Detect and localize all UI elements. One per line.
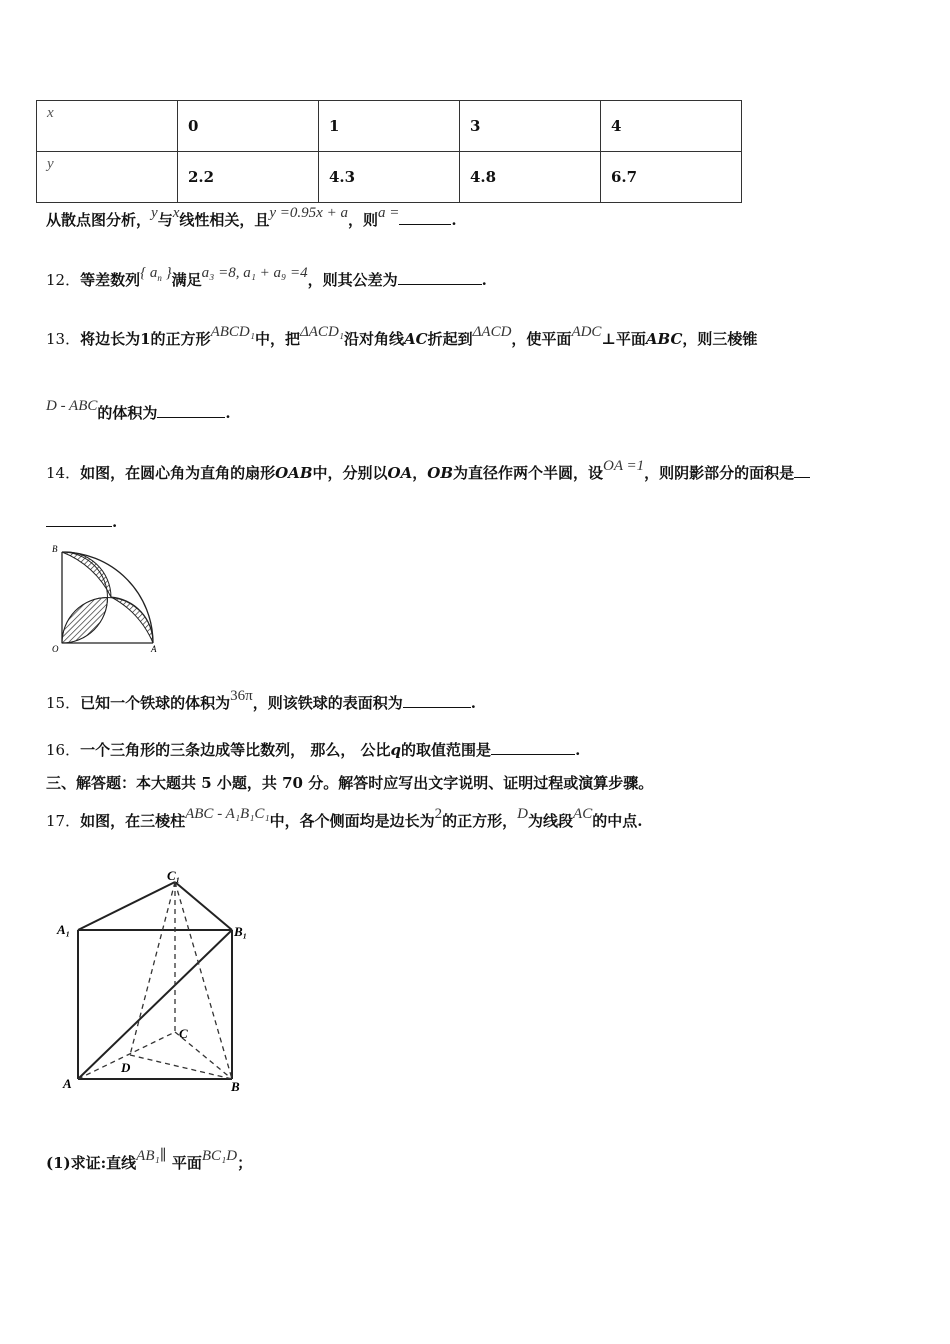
square-abcd1: ABCD₁ bbox=[210, 324, 255, 340]
var-x: x bbox=[172, 205, 180, 221]
q14-text-3: 为直径作两个半圆，设 bbox=[453, 464, 604, 482]
seq-open: { a bbox=[140, 265, 158, 281]
question-number: 14． bbox=[46, 464, 81, 482]
y-cell: 2.2 bbox=[178, 152, 319, 203]
q13-text-8: ，则三棱锥 bbox=[682, 330, 758, 348]
q13-text-5: 折起到 bbox=[427, 330, 473, 348]
q16-text-1: 一个三角形的三条边成等比数列， 那么， 公比 bbox=[80, 741, 391, 759]
q13-text-2: 的正方形 bbox=[150, 330, 211, 348]
q17-text-5: 的中点. bbox=[592, 812, 643, 830]
prism-figure bbox=[55, 862, 255, 1097]
label-d: D bbox=[121, 1060, 131, 1075]
q16-text bbox=[46, 740, 580, 760]
label-c1: C₁ bbox=[167, 868, 181, 883]
q17-text-3: 的正方形， bbox=[442, 812, 518, 830]
edge-ab1 bbox=[78, 930, 232, 1079]
x-cell: 1 bbox=[319, 101, 460, 152]
part1-text-1: (1)求证:直线 bbox=[46, 1154, 137, 1172]
answer-blank[interactable] bbox=[491, 740, 575, 755]
q14-text-1: 如图，在圆心角为直角的扇形 bbox=[80, 464, 276, 482]
y-header: y bbox=[37, 152, 178, 203]
x-cell: 4 bbox=[601, 101, 742, 152]
q14-text-cont bbox=[46, 512, 117, 532]
q17-text-1: 如图，在三棱柱 bbox=[80, 812, 186, 830]
segment-ac: AC bbox=[573, 806, 593, 822]
sector-figure bbox=[46, 540, 166, 658]
q12-text bbox=[46, 265, 487, 296]
q11-text-3: 线性相关，且 bbox=[179, 211, 270, 229]
y-cell: 6.7 bbox=[601, 152, 742, 203]
plane-abc: ABC bbox=[645, 330, 683, 348]
q13-one: 1 bbox=[140, 330, 151, 348]
q13-text-9: 的体积为 bbox=[97, 404, 158, 422]
q15-text bbox=[46, 688, 476, 714]
segment-ob: OB bbox=[427, 464, 453, 482]
x-cell: 3 bbox=[460, 101, 601, 152]
q17-part1 bbox=[46, 1148, 253, 1174]
question-number: 16． bbox=[46, 741, 81, 759]
answer-blank[interactable] bbox=[403, 693, 471, 708]
q14-text bbox=[46, 458, 810, 484]
shaded-region bbox=[62, 598, 108, 644]
q17-text bbox=[46, 806, 643, 832]
q12-text-3: ，则其公差为 bbox=[307, 271, 398, 289]
label-o: O bbox=[52, 644, 59, 654]
label-b: B bbox=[52, 544, 58, 554]
q13-text-cont bbox=[46, 398, 231, 424]
seq-sub: n bbox=[157, 273, 162, 283]
q11-end: . bbox=[451, 211, 457, 229]
regression-formula: y =0.95x + a bbox=[269, 205, 348, 221]
part1-end: ； bbox=[237, 1154, 253, 1172]
label-c: C bbox=[179, 1026, 188, 1041]
var-a: a = bbox=[377, 205, 400, 221]
q13-text-6: ，使平面 bbox=[511, 330, 572, 348]
q15-text-1: 已知一个铁球的体积为 bbox=[80, 694, 231, 712]
line-ab1: AB₁∥ bbox=[136, 1148, 167, 1164]
q11-text bbox=[46, 205, 457, 231]
point-d: D bbox=[517, 806, 529, 822]
q14-end: . bbox=[112, 513, 118, 531]
q13-text bbox=[46, 324, 758, 350]
question-number: 17． bbox=[46, 812, 81, 830]
label-a1: A₁ bbox=[57, 922, 71, 937]
answer-blank[interactable] bbox=[157, 403, 225, 418]
answer-blank[interactable] bbox=[399, 210, 451, 225]
answer-blank[interactable] bbox=[398, 270, 482, 285]
q14-text-2: 中，分别以 bbox=[312, 464, 388, 482]
q12-text-1: 等差数列 bbox=[80, 271, 141, 289]
oa-equals-1: OA =1 bbox=[603, 458, 645, 474]
var-q: q bbox=[390, 741, 402, 759]
question-number: 15． bbox=[46, 694, 81, 712]
q11-text-1: 从散点图分析， bbox=[46, 211, 152, 229]
q13-text-1: 将边长为 bbox=[80, 330, 141, 348]
q11-text-4: ，则 bbox=[347, 211, 378, 229]
part1-text-2: 平面 bbox=[171, 1154, 202, 1172]
plane-bc1d: BC₁D bbox=[201, 1148, 238, 1164]
condition-formula: a₃ =8, a₁ + a₉ =4 bbox=[201, 265, 308, 281]
volume-value: 36π bbox=[230, 688, 253, 704]
table-row bbox=[37, 152, 742, 203]
triangle-acd1: ΔACD₁ bbox=[299, 324, 344, 340]
q13-text-7: ⊥平面 bbox=[601, 330, 646, 348]
pyramid-d-abc: D - ABC bbox=[46, 398, 98, 414]
q14-text-4: ，则阴影部分的面积是 bbox=[644, 464, 795, 482]
table-row bbox=[37, 101, 742, 152]
x-cell: 0 bbox=[178, 101, 319, 152]
segment-ac: AC bbox=[404, 330, 428, 348]
var-y: y bbox=[151, 205, 158, 221]
q12-text-2: 满足 bbox=[171, 271, 202, 289]
sequence-an bbox=[140, 265, 172, 281]
q13-end: . bbox=[225, 404, 231, 422]
plane-adc: ADC bbox=[571, 324, 602, 340]
y-cell: 4.8 bbox=[460, 152, 601, 203]
edge-c1d bbox=[130, 882, 175, 1055]
label-a: A bbox=[151, 644, 157, 654]
y-cell: 4.3 bbox=[319, 152, 460, 203]
edge-c1b1 bbox=[175, 882, 232, 930]
q13-text-4: 沿对角线 bbox=[344, 330, 405, 348]
q15-text-2: ，则该铁球的表面积为 bbox=[252, 694, 403, 712]
sector-oab: OAB bbox=[275, 464, 313, 482]
section-heading: 三、解答题：本大题共 5 小题，共 70 分。解答时应写出文字说明、证明过程或演算步骤。 bbox=[46, 774, 654, 792]
q15-end: . bbox=[470, 694, 476, 712]
question-number: 12． bbox=[46, 271, 81, 289]
segment-oa: OA bbox=[387, 464, 413, 482]
edge-a1c1 bbox=[78, 882, 175, 930]
label-b: B bbox=[231, 1079, 240, 1094]
q13-text-3: 中，把 bbox=[254, 330, 300, 348]
seq-close: } bbox=[161, 265, 172, 281]
label-a: A bbox=[63, 1076, 72, 1091]
q17-text-2: 中，各个侧面均是边长为 bbox=[269, 812, 435, 830]
triangle-acd: ΔACD bbox=[472, 324, 512, 340]
edge-c1b bbox=[175, 882, 232, 1079]
q14-comma: ， bbox=[412, 464, 428, 482]
data-table bbox=[36, 100, 742, 203]
q17-text-4: 为线段 bbox=[528, 812, 574, 830]
x-header: x bbox=[37, 101, 178, 152]
question-number: 13． bbox=[46, 330, 81, 348]
q16-text-2: 的取值范围是 bbox=[401, 741, 492, 759]
q12-end: . bbox=[481, 271, 487, 289]
label-b1: B₁ bbox=[234, 924, 248, 939]
answer-blank-cont[interactable] bbox=[46, 512, 112, 527]
answer-blank[interactable] bbox=[794, 463, 810, 478]
q16-end: . bbox=[575, 741, 581, 759]
prism-name: ABC - A₁B₁C₁ bbox=[185, 806, 270, 822]
side-length: 2 bbox=[434, 806, 443, 822]
q11-text-2: 与 bbox=[157, 211, 173, 229]
